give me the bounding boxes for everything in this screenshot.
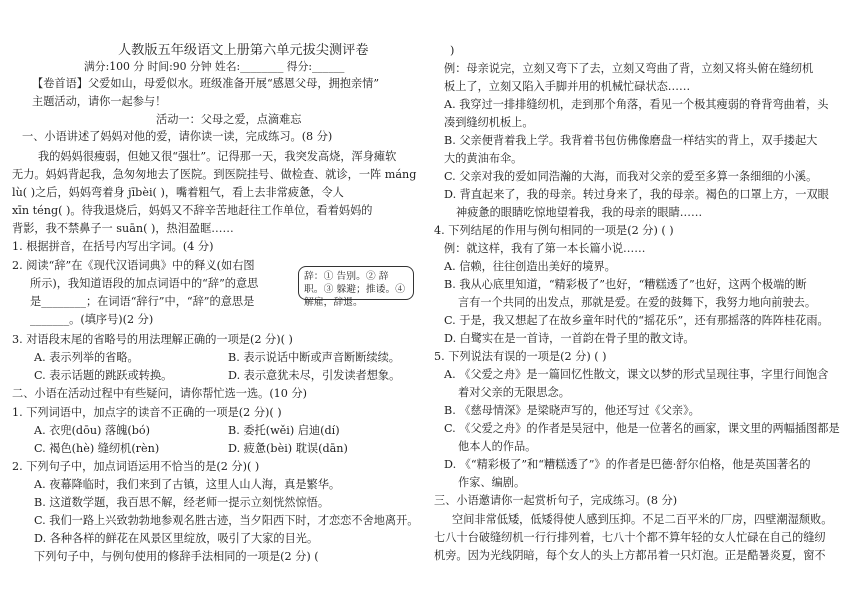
question-1: 1. 根据拼音，在括号内写出字词。(4 分) [12, 240, 214, 253]
passage-line: 我的妈妈很瘦弱，但她又很“强壮”。记得那一天，我突发高烧，浑身瘫软 [38, 150, 397, 163]
question-5: 2. 下列句子中，加点词语运用不恰当的是(2 分)( ) [12, 460, 260, 473]
option-b: B. 委托(wěi) 启迪(dí) [228, 424, 340, 437]
exam-title: 人教版五年级语文上册第六单元拔尖测评卷 [118, 43, 369, 58]
option-d-cont: 神疲惫的眼睛吃惊地望着我，我的母亲的眼睛…… [456, 206, 703, 219]
option-b: B. 这道数学题，我百思不解，经老师一提示立刻恍然惊悟。 [34, 496, 330, 509]
option-a: A. 《父爱之舟》是一篇回忆性散文，课文以梦的形式呈现往事，字里行间饱含 [444, 368, 829, 381]
option-a-cont: 凑到缝纫机板上。 [444, 116, 534, 129]
option-b-cont: 大的黄油布伞。 [444, 152, 523, 165]
intro-line-2: 主题活动，请你一起参与！ [32, 95, 167, 108]
option-a: A. 信赖，往往创造出美好的境界。 [444, 260, 616, 273]
passage-line: 背影，我不禁鼻子一 suān( )，热泪盈眶…… [12, 222, 234, 235]
option-d: D. 各种各样的鲜花在风景区里绽放，吸引了大家的目光。 [34, 532, 319, 545]
option-b: B. 我从心底里知道，“精彩极了”也好，“糟糕透了”也好，这两个极端的断 [444, 278, 807, 291]
option-d: D. 白鹭实在是一首诗，一首韵在骨子里的散文诗。 [444, 332, 695, 345]
option-b-cont: 言有一个共同的出发点，那就是爱。在爱的鼓舞下，我努力地向前驶去。 [458, 296, 817, 309]
option-d-cont: 作家、编剧。 [458, 476, 526, 489]
option-d: D. 疲惫(bèi) 耽误(dān) [228, 442, 348, 455]
question-6: 下列句子中，与例句使用的修辞手法相同的一项是(2 分) ( [34, 550, 319, 563]
section-3-heading: 三、小语邀请你一起赏析句子，完成练习。(8 分) [434, 494, 678, 507]
section-2-heading: 二、小语在活动过程中有些疑问，请你帮忙选一选。(10 分) [12, 387, 308, 400]
activity-heading: 活动一：父母之爱，点滴难忘 [156, 113, 302, 126]
example-sentence: 例：就这样，我有了第一本长篇小说…… [444, 242, 646, 255]
option-c: C. 父亲对我的爱如同浩瀚的大海，而我对父亲的爱至多算一条细细的小溪。 [444, 170, 818, 183]
option-a-cont: 着对父亲的无限思念。 [458, 386, 570, 399]
example-line: 例：母亲说完，立刻又弯下了去，立刻又弯曲了背，立刻又将头俯在缝纫机 [444, 62, 814, 75]
option-b: B. 父亲便背着我上学。我背着书包仿佛像磨盘一样结实的背上，双手搂起大 [444, 134, 818, 147]
intro-line-1: 【卷首语】父爱如山，母爱似水。班级准备开展“感恩父母，拥抱亲情” [32, 77, 380, 90]
option-a: A. 我穿过一排排缝纫机，走到那个角落，看见一个极其瘦弱的脊背弯曲着，头 [444, 98, 829, 111]
option-d: D. 表示意犹未尽，引发读者想象。 [228, 369, 401, 382]
option-c: C. 于是，我又想起了在故乡童年时代的“摇花乐”，还有那摇落的阵阵桂花雨。 [444, 314, 829, 327]
option-c-cont: 他本人的作品。 [458, 440, 537, 453]
question-2-line: 2. 阅读“辞”在《现代汉语词典》中的释义(如右图 [12, 259, 255, 272]
option-b: B. 《慈母情深》是梁晓声写的，他还写过《父亲》。 [444, 404, 700, 417]
option-d: D. 《“精彩极了”和“糟糕透了”》的作者是巴德·舒尔伯格，他是英国著名的 [444, 458, 811, 471]
option-a: A. 衣兜(dōu) 落魄(bó) [34, 424, 150, 437]
passage-line: lù( )之后，妈妈弯着身 jībèi( )，嘴着粗气，看上去非常疲惫，令人 [12, 186, 344, 199]
question-5: 5. 下列说法有误的一项是(2 分) ( ) [434, 350, 607, 363]
question-4: 4. 下列结尾的作用与例句相同的一项是(2 分) ( ) [434, 224, 674, 237]
reading-line: 机旁。因为光线阴暗，每个女人的头上方都吊着一只灯泡。正是酷暑炎夏，窗不 [434, 549, 826, 562]
question-3: 3. 对语段末尾的省略号的用法理解正确的一项是(2 分)( ) [12, 333, 293, 346]
example-line: 板上了，立刻又陷入手脚并用的机械忙碌状态…… [444, 80, 691, 93]
section-1-heading: 一、小语讲述了妈妈对他的爱，请你读一读，完成练习。(8 分) [22, 130, 333, 143]
paren-close: ) [450, 44, 455, 57]
option-c: C. 褐色(hè) 缝纫机(rèn) [34, 442, 160, 455]
option-c: C. 我们一路上兴致勃勃地参观名胜古迹，当夕阳西下时，才恋恋不舍地离开。 [34, 514, 419, 527]
option-b: B. 表示说话中断或声音断断续续。 [228, 351, 400, 364]
dictionary-definition-box: 辞：① 告别。② 辞职。③ 躲避；推诿。④ 解雇，辞退。 [298, 266, 414, 300]
reading-line: 空间非常低矮，低矮得使人感到压抑。不足二百平米的厂房，四壁潮湿颓败。 [452, 513, 833, 526]
question-2-line: 是________；在词语“辞行”中，“辞”的意思是 [30, 295, 255, 308]
question-4: 1. 下列词语中，加点字的读音不正确的一项是(2 分)( ) [12, 406, 282, 419]
passage-line: 无力。妈妈背起我，急匆匆地去了医院。到医院挂号、做检查、就诊，一阵 máng [12, 168, 417, 181]
option-a: A. 夜幕降临时，我们来到了古镇，这里人山人海，真是繁华。 [34, 478, 341, 491]
passage-line: xīn téng( )。待我退烧后，妈妈又不辞辛苦地赶往工作单位，看着妈妈的 [12, 204, 373, 217]
reading-line: 七八十台破缝纫机一行行排列着，七八十个都不算年轻的女人忙碌在自己的缝纫 [434, 531, 826, 544]
option-a: A. 表示列举的省略。 [34, 351, 139, 364]
option-c: C. 《父爱之舟》的作者是吴冠中，他是一位著名的画家，课文里的两幅插图都是 [444, 422, 840, 435]
question-2-line: _______。(填序号)(2 分) [30, 313, 154, 326]
option-c: C. 表示话题的跳跃或转换。 [34, 369, 173, 382]
option-d: D. 背直起来了，我的母亲。转过身来了，我的母亲。褐色的口罩上方，一双眼 [444, 188, 829, 201]
exam-meta: 满分:100 分 时间:90 分钟 姓名:________ 得分:______ [84, 60, 345, 73]
question-2-line: 所示)，我知道语段的加点词语中的“辞”的意思 [30, 277, 259, 290]
